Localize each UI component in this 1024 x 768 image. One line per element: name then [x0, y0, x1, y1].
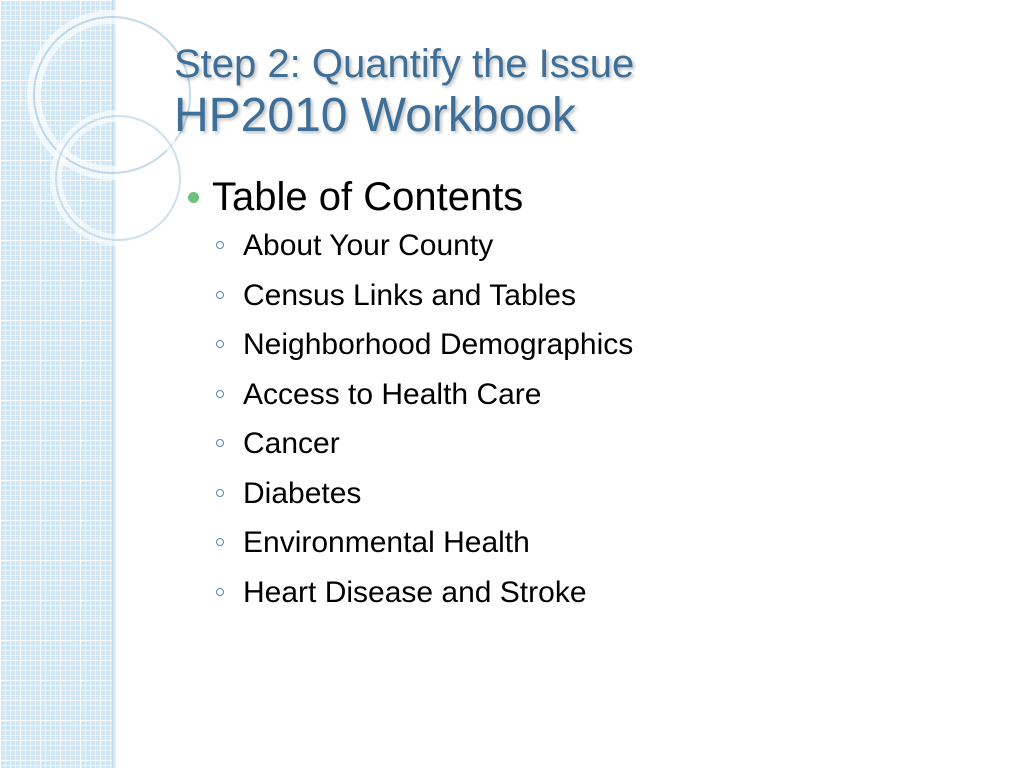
green-bullet-icon	[188, 192, 199, 203]
ring-bullet-icon	[216, 390, 224, 398]
toc-item-census-links	[186, 276, 986, 326]
toc-item-label: Access to Health Care	[243, 377, 542, 411]
ring-bullet-icon	[216, 241, 224, 249]
slide-title	[174, 40, 634, 144]
toc-heading-item	[186, 172, 986, 222]
ring-bullet-icon	[216, 588, 224, 596]
title-line-1: Step 2: Quantify the Issue	[174, 42, 635, 86]
slide-content	[186, 172, 986, 622]
toc-item-environmental-health	[186, 523, 986, 573]
toc-item-label: Heart Disease and Stroke	[243, 575, 587, 609]
toc-item-label: Diabetes	[243, 476, 362, 510]
toc-item-label: Environmental Health	[243, 526, 530, 559]
toc-heading: Table of Contents	[212, 175, 524, 219]
toc-item-label: Census Links and Tables	[243, 278, 576, 312]
ring-bullet-icon	[216, 340, 224, 348]
ring-bullet-icon	[216, 291, 224, 299]
toc-item-diabetes	[186, 474, 986, 524]
ring-bullet-icon	[216, 489, 224, 497]
toc-item-about-your-county	[186, 226, 986, 276]
title-line-2: HP2010 Workbook	[174, 89, 576, 142]
toc-list	[186, 226, 986, 622]
toc-item-cancer	[186, 424, 986, 474]
ring-bullet-icon	[216, 538, 224, 546]
decorative-circles	[0, 0, 140, 280]
ring-bullet-icon	[216, 439, 224, 447]
toc-item-label: About Your County	[243, 229, 494, 262]
toc-item-heart-disease-and-stroke	[186, 573, 986, 623]
toc-item-access-to-health-care	[186, 375, 986, 425]
toc-item-neighborhood-demographics	[186, 325, 986, 375]
toc-item-label: Neighborhood Demographics	[243, 328, 634, 361]
toc-item-label: Cancer	[243, 427, 340, 460]
